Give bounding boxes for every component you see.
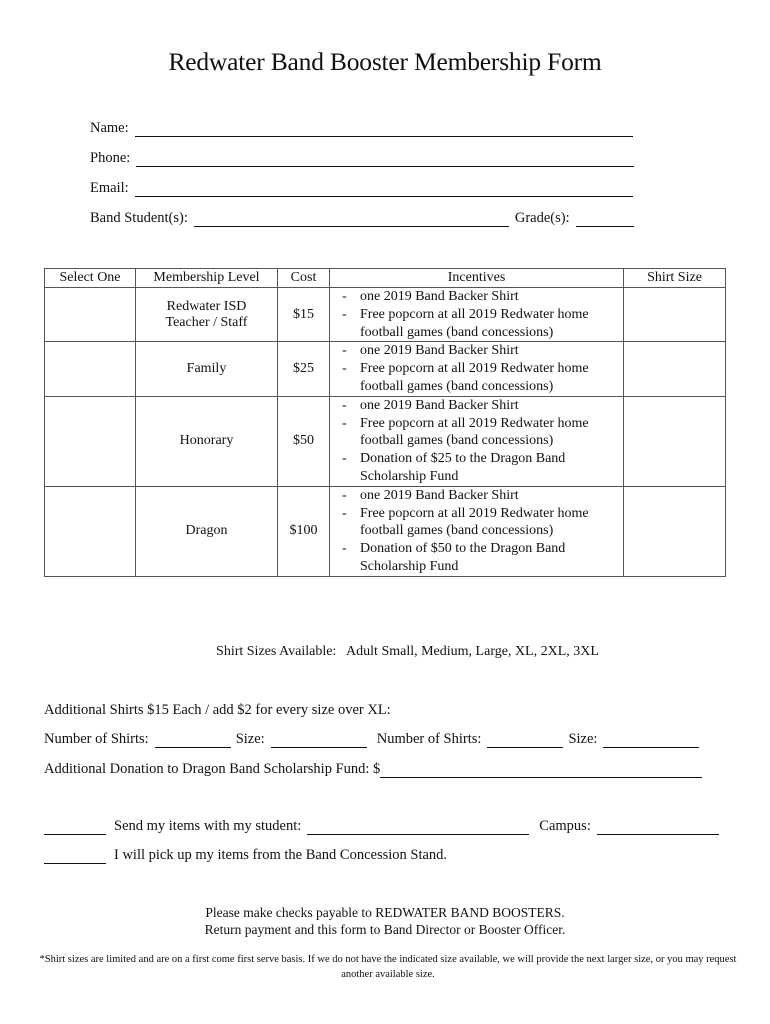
incentive-item: - one 2019 Band Backer Shirt [336,397,623,415]
footer-line-1: Please make checks payable to REDWATER BAND BOOSTERS. [205,905,565,920]
incentive-item: - one 2019 Band Backer Shirt [336,487,623,505]
select-one-cell[interactable] [45,486,136,576]
num-shirts-field-1[interactable] [155,732,231,748]
phone-row [90,150,634,167]
num-shirts-label: Number of Shirts: [44,731,149,747]
level-name-line2: Teacher / Staff [165,314,248,330]
membership-level [136,396,278,486]
name-field[interactable] [135,121,633,137]
membership-level [136,486,278,576]
select-one-cell[interactable] [45,342,136,396]
incentive-item: - Donation of $50 to the Dragon Band Scholarship Fund [336,540,623,576]
additional-shirts-heading [44,702,391,719]
incentive-item: - Free popcorn at all 2019 Redwater home football games (band concessions) [336,505,623,541]
shirt-size-cell[interactable] [624,396,726,486]
incentive-item: - Free popcorn at all 2019 Redwater home football games (band concessions) [336,306,623,342]
table-row [45,396,726,486]
footer-line-2: Return payment and this form to Band Director or Booster Officer. [204,922,566,937]
table-row [45,342,726,396]
cost: $15 [278,288,330,342]
student-field[interactable] [194,211,509,227]
header-level: Membership Level [136,269,278,288]
shirt-size-cell[interactable] [624,342,726,396]
incentives [330,396,624,486]
shirt-size-cell[interactable] [624,288,726,342]
donation-amount-field[interactable] [380,762,702,778]
send-with-student-check[interactable] [44,819,106,835]
campus-label: Campus: [539,818,591,834]
size-field-2[interactable] [603,732,699,748]
incentive-item: - Free popcorn at all 2019 Redwater home football games (band concessions) [336,415,623,451]
incentive-item: - one 2019 Band Backer Shirt [336,342,623,360]
shirt-sizes-available: Shirt Sizes Available: Adult Small, Medium, Large, XL, 2XL, 3XL [216,644,599,659]
table-row [45,486,726,576]
additional-shirts-row [44,731,699,748]
level-name: Family [186,361,227,377]
email-field[interactable] [135,181,633,197]
level-name: Redwater ISD [166,298,247,314]
size-field-1[interactable] [271,732,367,748]
phone-field[interactable] [136,151,634,167]
table-row [45,288,726,342]
level-name: Dragon [185,523,228,539]
select-one-cell[interactable] [45,288,136,342]
header-select: Select One [45,269,136,288]
incentives [330,342,624,396]
size-label: Size: [235,731,265,747]
name-row [90,120,633,137]
pickup-label: I will pick up my items from the Band Concession Stand. [114,847,448,863]
cost: $25 [278,342,330,396]
form-title: Redwater Band Booster Membership Form [168,47,602,76]
shirt-size-note: *Shirt sizes are limited and are on a first come first serve basis. If we do not have the indicated size available, we will provide the next larger size, or you may request another available size. [39,954,737,980]
header-incentives: Incentives [330,269,624,288]
campus-field[interactable] [597,819,719,835]
incentive-item: - Free popcorn at all 2019 Redwater home football games (band concessions) [336,360,623,396]
email-row [90,180,633,197]
cost: $50 [278,396,330,486]
select-one-cell[interactable] [45,396,136,486]
level-name: Honorary [179,433,234,449]
phone-label: Phone: [90,150,131,166]
grade-field[interactable] [576,211,634,227]
membership-table [44,268,726,577]
num-shirts-field-2[interactable] [487,732,563,748]
incentives [330,486,624,576]
incentives [330,288,624,342]
cost: $100 [278,486,330,576]
num-shirts-label-2: Number of Shirts: [376,731,482,747]
send-label: Send my items with my student: [114,818,302,834]
grade-label: Grade(s): [514,210,570,226]
additional-shirts-label: Additional Shirts $15 Each / add $2 for every size over XL: [44,702,391,718]
student-name-field[interactable] [307,819,529,835]
student-label: Band Student(s): [90,210,188,226]
send-with-student-row [44,818,719,835]
donation-label: Additional Donation to Dragon Band Scholarship Fund: $ [44,761,381,777]
pickup-row [44,847,447,864]
header-shirt: Shirt Size [624,269,726,288]
header-cost: Cost [278,269,330,288]
membership-level [136,342,278,396]
membership-level [136,288,278,342]
size-label-2: Size: [568,731,598,747]
incentive-item: - Donation of $25 to the Dragon Band Scholarship Fund [336,450,623,486]
name-label: Name: [90,120,129,136]
pickup-check[interactable] [44,848,106,864]
incentive-item: - one 2019 Band Backer Shirt [336,288,623,306]
donation-row [44,761,702,778]
email-label: Email: [90,180,129,196]
table-header-row [45,269,726,288]
student-row [90,210,634,227]
shirt-size-cell[interactable] [624,486,726,576]
